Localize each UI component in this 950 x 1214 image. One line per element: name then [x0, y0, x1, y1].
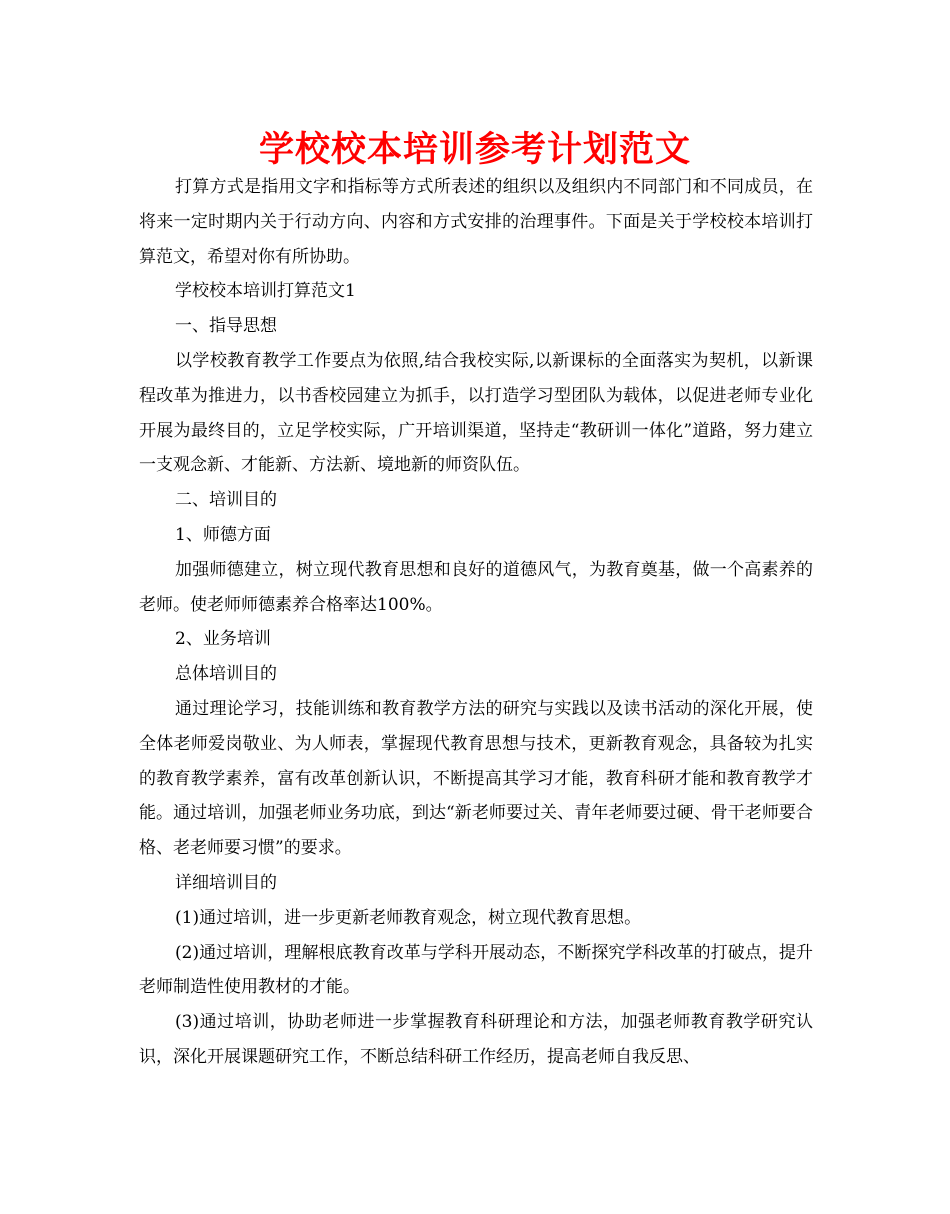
overall-goals-paragraph: 通过理论学习，技能训练和教育教学方法的研究与实践以及读书活动的深化开展，使全体老师爱岗敬业、为人师表，掌握现代教育思想与技术，更新教育观念，具备较为扎实的教育教学素养，富有改革创新认识，不断提高其学习才能，教育科研才能和教育教学才能。通过培训，加强老师业务功底，到达“新老师要过关、青年老师要过硬、骨干老师要合格、老老师要习惯”的要求。: [139, 698, 813, 859]
document-title: 学校校本培训参考计划范文: [258, 130, 691, 170]
document-body: [139, 170, 813, 1075]
detailed-goal-3: (3)通过培训，协助老师进一步掌握教育科研理论和方法，加强老师教育教学研究认识，深化开展课题研究工作，不断总结科研工作经历，提高老师自我反思、: [139, 1012, 813, 1067]
detailed-goal-2: (2)通过培训，理解根底教育改革与学科开展动态，不断探究学科改革的打破点，提升老师制造性使用教材的才能。: [139, 942, 813, 998]
subheading-teacher-ethics: 1、师德方面: [175, 524, 271, 545]
intro-paragraph: 打算方式是指用文字和指标等方式所表述的组织以及组织内不同部门和不同成员，在将来一定时期内关于行动方向、内容和方式安排的治理事件。下面是关于学校校本培训打算范文，希望对你有所协助。: [139, 177, 813, 267]
subheading-overall-goals: 总体培训目的: [175, 664, 277, 685]
subheading-professional-training: 2、业务培训: [175, 629, 271, 650]
section-heading-plan-1: 学校校本培训打算范文1: [175, 281, 356, 302]
subheading-detailed-goals: 详细培训目的: [175, 872, 277, 893]
section-heading-guiding-ideology: 一、指导思想: [175, 316, 277, 337]
guiding-ideology-paragraph: 以学校教育教学工作要点为依照,结合我校实际,以新课标的全面落实为契机，以新课程改革为推进力，以书香校园建立为抓手，以打造学习型团队为载体，以促进老师专业化开展为最终目的，立足学校实际，广开培训渠道，坚持走“教研训一体化”道路，努力建立一支观念新、才能新、方法新、境地新的师资队伍。: [139, 350, 813, 476]
teacher-ethics-paragraph: 加强师德建立，树立现代教育思想和良好的道德风气，为教育奠基，做一个高素养的老师。使老师师德素养合格率达100%。: [139, 559, 813, 615]
section-heading-training-goals: 二、培训目的: [175, 490, 277, 511]
detailed-goal-1: (1)通过培训，进一步更新老师教育观念，树立现代教育思想。: [175, 907, 642, 928]
